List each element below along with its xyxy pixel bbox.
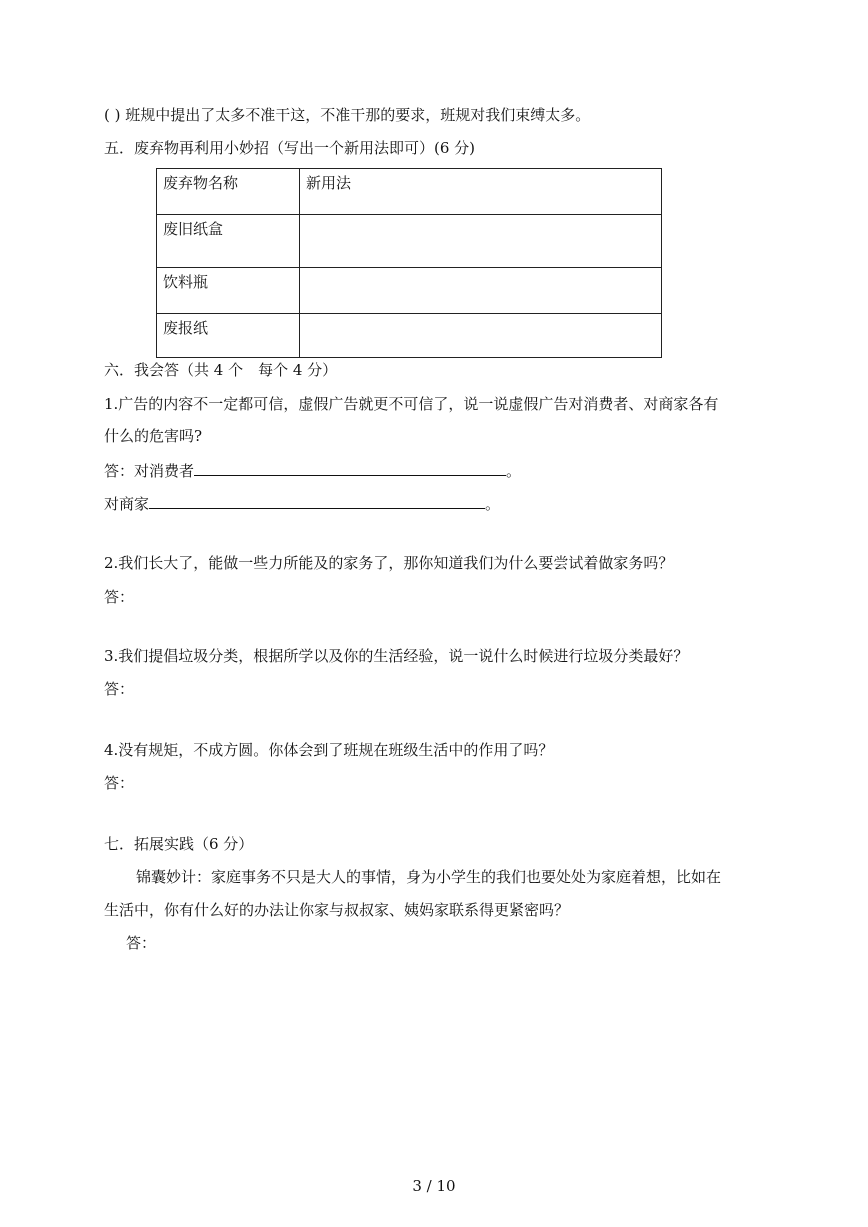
q1-text-line1: 1.广告的内容不一定都可信，虚假广告就更不可信了，说一说虚假广告对消费者、对商家各有 [104, 395, 719, 413]
q2-text: 2.我们长大了，能做一些力所能及的家务了，那你知道我们为什么要尝试着做家务吗？ [104, 554, 674, 572]
table-row [157, 314, 662, 358]
section-5-title: 五．废弃物再利用小妙招（写出一个新用法即可）(6 分) [104, 139, 476, 157]
q1-text-line2: 什么的危害吗? [104, 427, 203, 445]
new-use-answer-cell[interactable] [300, 215, 662, 268]
answer-label-consumer: 答：对消费者 [104, 462, 195, 480]
section-6-title: 六．我会答（共 4 个 每个 4 分） [104, 361, 338, 379]
q1-answer-merchant [104, 492, 500, 514]
q1-answer-consumer [104, 459, 521, 481]
new-use-answer-cell[interactable] [300, 314, 662, 358]
answer-blank-consumer[interactable] [194, 459, 506, 476]
waste-name-cell: 废报纸 [157, 314, 300, 358]
section-7-answer-label[interactable]: 答： [126, 934, 157, 952]
page-number: 3 / 10 [412, 1177, 456, 1195]
section-7-text-line2: 生活中，你有什么好的办法让你家与叔叔家、姨妈家联系得更紧密吗？ [104, 901, 570, 919]
table-row [157, 268, 662, 314]
waste-reuse-table [156, 168, 662, 358]
new-use-answer-cell[interactable] [300, 268, 662, 314]
statement-row [104, 105, 590, 125]
section-7-text-line1: 锦囊妙计：家庭事务不只是大人的事情，身为小学生的我们也要处处为家庭着想，比如在 [136, 868, 722, 886]
q3-text: 3.我们提倡垃圾分类，根据所学以及你的生活经验，说一说什么时候进行垃圾分类最好？ [104, 647, 689, 665]
header-new-use: 新用法 [300, 169, 662, 215]
answer-bracket[interactable]: ( ) [104, 106, 121, 124]
header-waste-name: 废弃物名称 [157, 169, 300, 215]
answer-blank-merchant[interactable] [149, 492, 485, 509]
section-7-title: 七．拓展实践（6 分） [104, 835, 254, 853]
q4-text: 4.没有规矩，不成方圆。你体会到了班规在班级生活中的作用了吗？ [104, 741, 554, 759]
q3-answer-label[interactable]: 答： [104, 680, 135, 698]
answer-end-mark: 。 [485, 495, 501, 513]
table-row [157, 215, 662, 268]
answer-label-merchant: 对商家 [104, 495, 150, 513]
table-header-row [157, 169, 662, 215]
q2-answer-label[interactable]: 答： [104, 588, 135, 606]
answer-end-mark: 。 [506, 462, 522, 480]
waste-name-cell: 废旧纸盒 [157, 215, 300, 268]
waste-name-cell: 饮料瓶 [157, 268, 300, 314]
q4-answer-label[interactable]: 答： [104, 774, 135, 792]
statement-text: 班规中提出了太多不准干这，不准干那的要求，班规对我们束缚太多。 [125, 106, 591, 124]
